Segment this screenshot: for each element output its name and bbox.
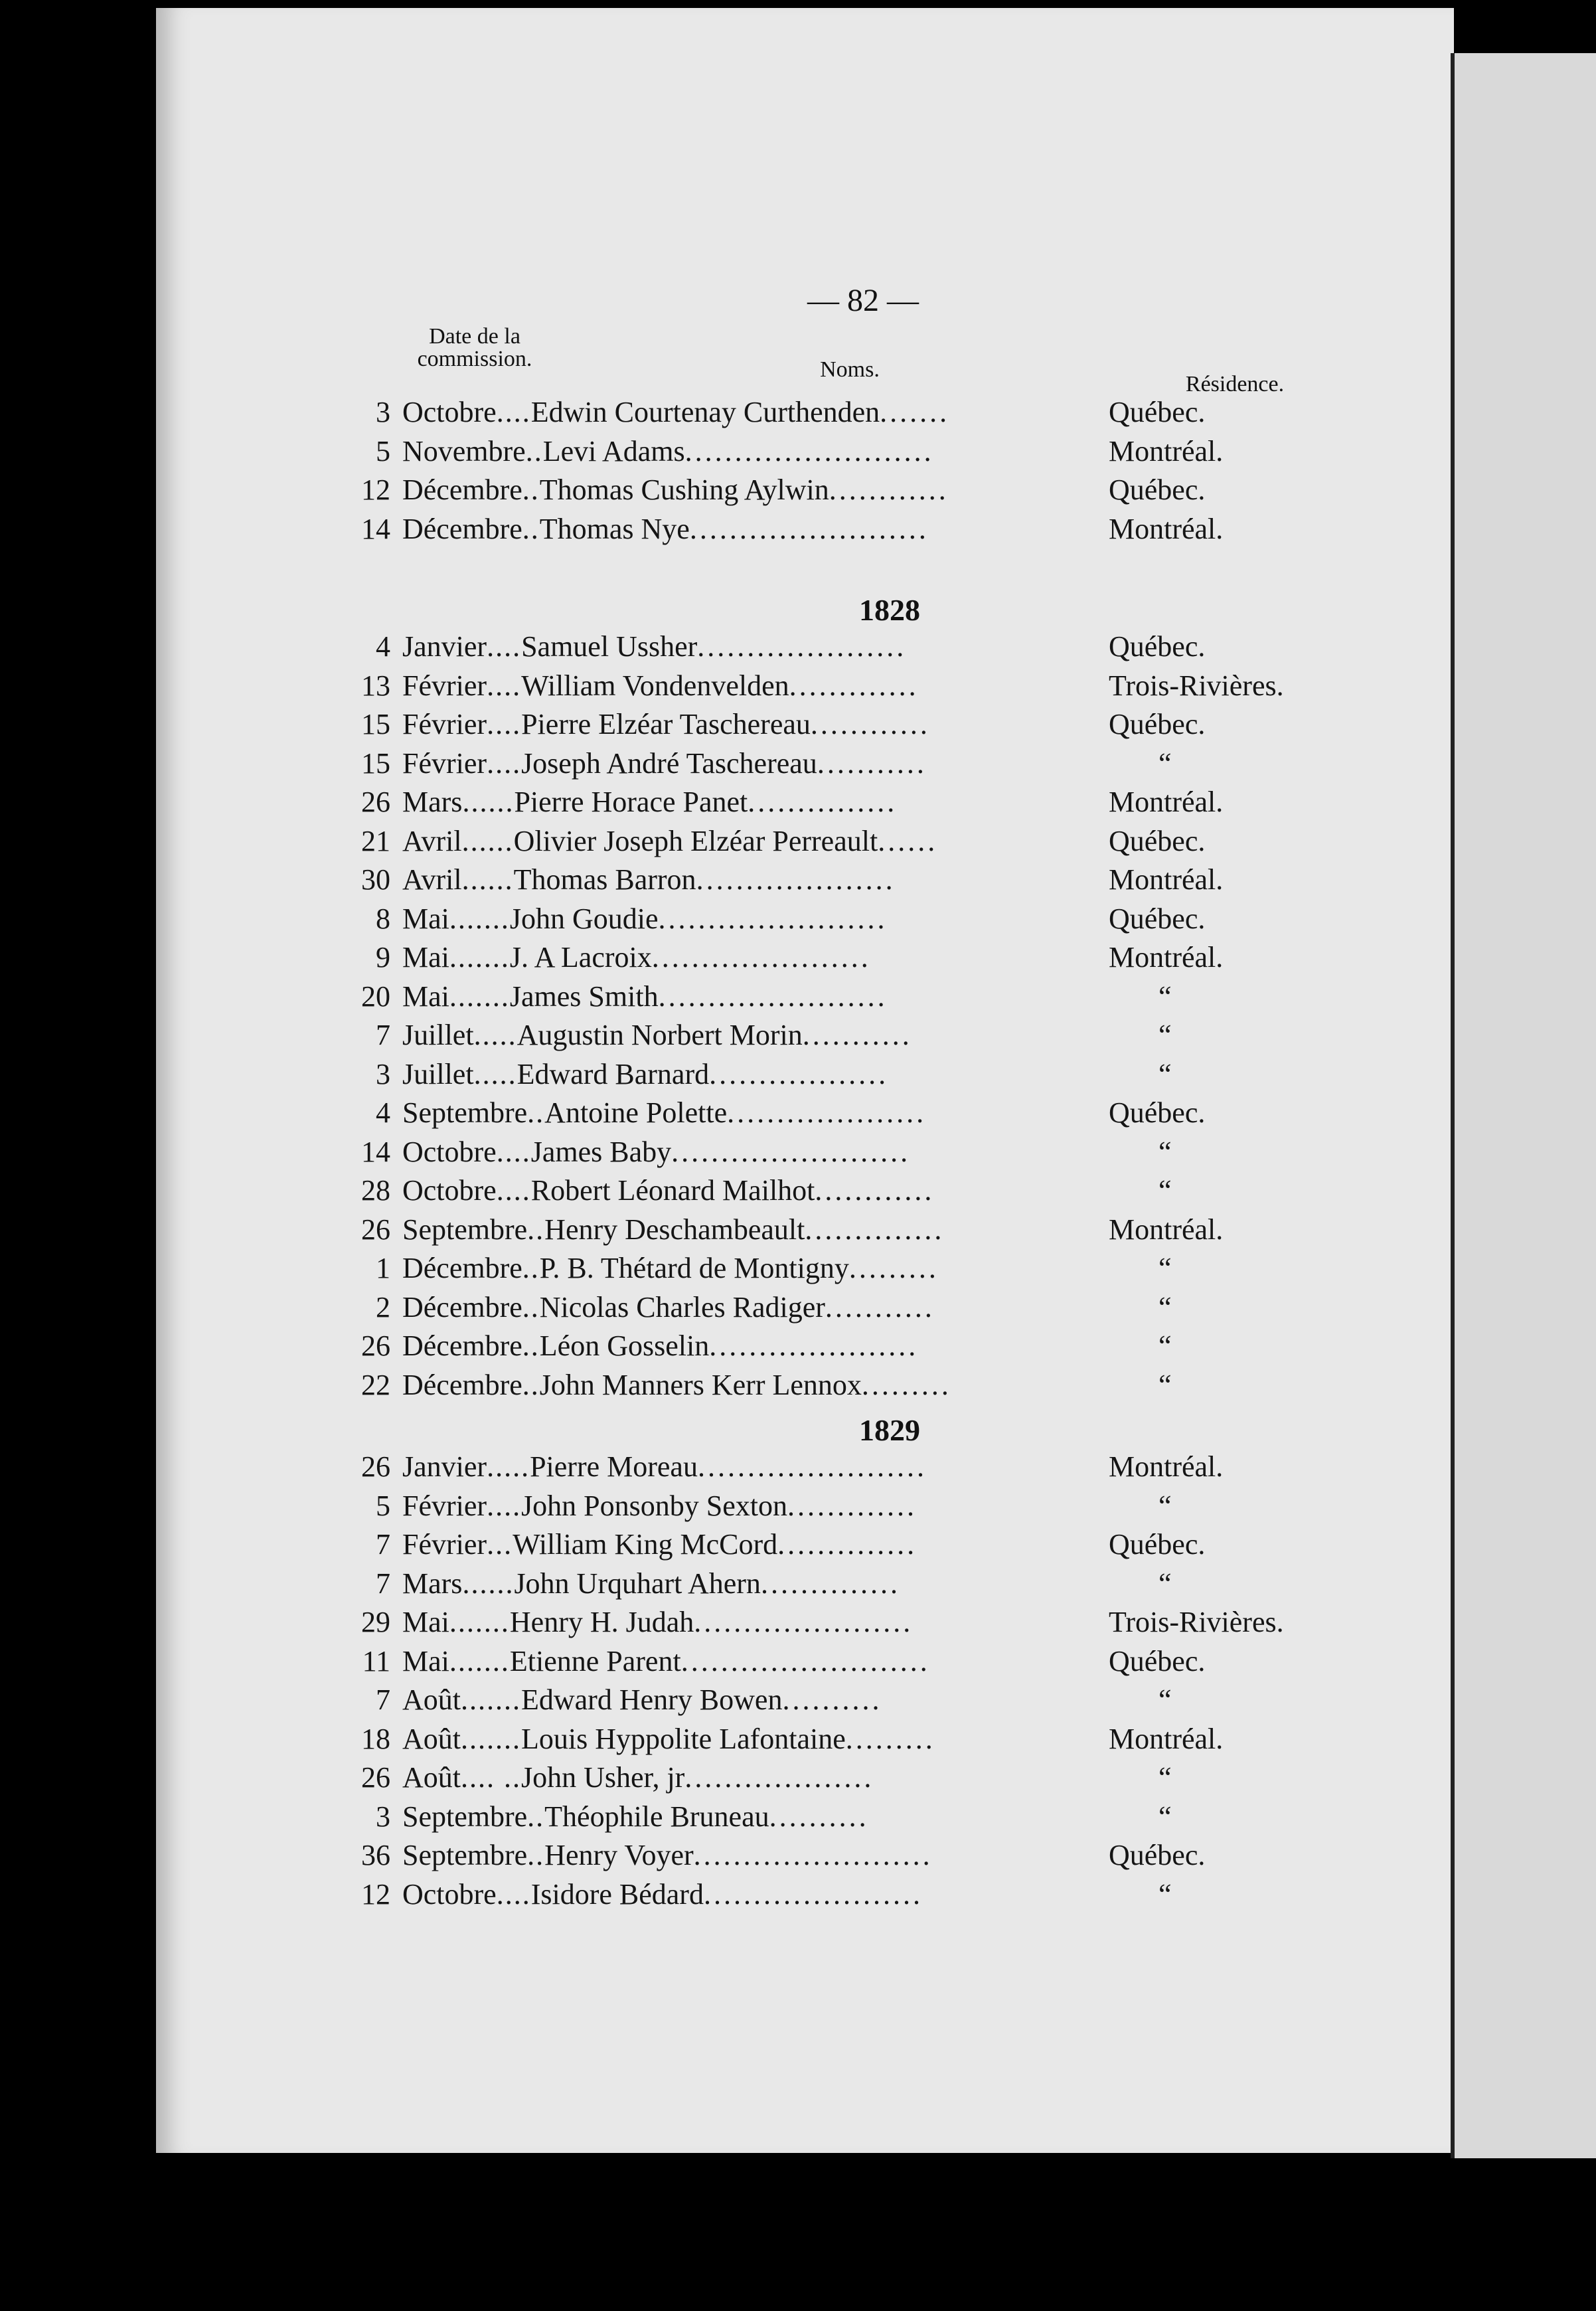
leader-dots: ........................ [689,512,929,545]
residence: “ [1158,980,1172,1013]
commission-row [332,863,1328,902]
commissioner-name: Thomas Nye [539,512,690,545]
commissioner-name: Isidore Bédard [530,1877,704,1911]
commission-day: 7 [376,1567,390,1600]
leader-dots: .. [522,1368,540,1401]
commissioner-name: William King McCord [513,1528,778,1561]
commission-day: 9 [376,941,390,974]
commission-row [332,940,1328,980]
commissioner-name: Samuel Ussher [521,630,698,663]
residence: Québec. [1109,630,1206,663]
leader-dots: ...... [878,824,938,857]
commission-month: Septembre [402,1213,528,1246]
residence: Montréal. [1109,1450,1224,1483]
leader-dots: ..... [473,1019,517,1051]
commission-day: 8 [376,902,390,935]
leader-dots: ....... [449,1644,510,1677]
leader-dots: ....................... [697,1450,927,1483]
commission-day: 28 [361,1174,390,1207]
commission-day: 20 [361,980,390,1013]
residence: Montréal. [1109,786,1224,818]
commission-row [332,473,1328,512]
commissioner-name: Henry H. Judah [509,1606,694,1638]
commission-row [332,785,1328,824]
leader-dots: ............. [789,669,919,702]
leader-dots: ......... [845,1722,935,1755]
commission-day: 2 [376,1290,390,1324]
leader-dots: ............... [748,786,898,818]
leader-dots: ............ [829,473,949,506]
commission-row [332,395,1328,434]
residence: Québec. [1109,396,1206,428]
commission-month: Mai [402,980,449,1013]
leader-dots: .... [487,669,522,702]
commission-row [332,630,1328,669]
commissioner-name: Joseph André Taschereau [521,746,817,780]
commission-month: Mai [402,941,449,974]
leader-dots: .. [522,1290,540,1324]
commissioner-name: Pierre Elzéar Taschereau [521,708,811,740]
leader-dots: .............. [760,1567,900,1600]
commission-month: Août [402,1722,461,1755]
leader-dots: ............ [810,708,930,740]
leader-dots: .. [527,1213,545,1246]
commissioner-name: Edward Barnard [517,1057,710,1090]
residence: “ [1158,746,1172,780]
residence: “ [1158,1174,1172,1207]
commission-month: Mai [402,1644,449,1677]
commission-day: 15 [361,708,390,740]
commission-row [332,746,1328,786]
residence: Montréal. [1109,941,1224,974]
commission-month: Octobre [402,1877,497,1911]
commission-day: 15 [361,746,390,780]
commission-day: 36 [361,1839,390,1871]
commission-month: Octobre [402,1174,497,1207]
commissioner-name: James Smith [509,980,659,1013]
residence: “ [1158,1567,1172,1600]
commission-month: Août [402,1761,461,1794]
commission-row [332,824,1328,863]
next-page-edge [1451,53,1596,2158]
commission-month: Avril [402,824,462,857]
commission-month: Mai [402,1606,449,1638]
commission-day: 26 [361,1213,390,1246]
leader-dots: .............. [805,1213,945,1246]
leader-dots: ....... [449,902,510,935]
leader-dots: ........................ [671,1135,911,1168]
commission-day: 3 [376,1057,390,1090]
residence: “ [1158,1019,1172,1051]
commissioner-name: John Urquhart Ahern [514,1567,761,1600]
commission-month: Mai [402,902,449,935]
commission-row [332,1605,1328,1644]
residence: Trois-Rivières. [1109,669,1284,702]
commission-day: 21 [361,824,390,857]
commission-row [332,1683,1328,1722]
commission-month: Février [402,669,487,702]
commission-month: Novembre [402,434,526,468]
commission-day: 12 [361,1877,390,1911]
leader-dots: ....................... [658,980,888,1013]
year-heading: 1828 [859,593,920,627]
commission-day: 18 [361,1722,390,1755]
commission-row [332,1368,1328,1407]
leader-dots: .................. [709,1057,889,1090]
commission-day: 22 [361,1368,390,1401]
commission-row [332,1838,1328,1877]
leader-dots: .... [496,1135,531,1168]
commission-month: Décembre [402,473,522,506]
header-names-column: Noms. [820,357,880,382]
commission-row [332,1213,1328,1252]
commission-row [332,1018,1328,1057]
leader-dots: .. [522,1329,540,1362]
commission-month: Février [402,1489,487,1522]
leader-dots: ....................... [658,902,888,935]
commissioner-name: Henry Deschambeault [544,1213,805,1246]
commission-month: Janvier [402,1450,487,1483]
commission-month: Septembre [402,1839,528,1871]
commission-month: Décembre [402,1252,522,1284]
leader-dots: ....... [449,980,510,1013]
residence: “ [1158,1877,1172,1911]
commission-day: 5 [376,434,390,468]
commissioner-name: Thomas Barron [513,863,696,896]
commission-day: 12 [361,473,390,506]
leader-dots: .. [522,512,540,545]
commission-row [332,434,1328,473]
commission-month: Février [402,746,487,780]
commission-row [332,1450,1328,1489]
leader-dots: ...... [462,786,515,818]
residence: Québec. [1109,708,1206,740]
leader-dots: .... .. [461,1761,521,1794]
commission-day: 29 [361,1606,390,1638]
leader-dots: ..................... [709,1329,919,1362]
commission-row [332,1290,1328,1329]
leader-dots: ......... [848,1252,939,1284]
residence: “ [1158,1252,1172,1284]
leader-dots: ....... [461,1683,521,1716]
commission-day: 4 [376,630,390,663]
commission-day: 30 [361,863,390,896]
commissioner-name: Théophile Bruneau [544,1800,769,1833]
residence: Québec. [1109,1644,1206,1677]
leader-dots: .. [522,473,540,506]
commission-month: Juillet [402,1057,474,1090]
commission-month: Octobre [402,1135,497,1168]
leader-dots: .................... [727,1096,927,1129]
commission-row [332,1877,1328,1917]
commission-day: 26 [361,786,390,818]
commissioner-name: Pierre Horace Panet [514,786,748,818]
residence: Québec. [1109,902,1206,935]
header-residence-column: Résidence. [1185,372,1285,396]
commission-month: Août [402,1683,461,1716]
residence: “ [1158,1761,1172,1794]
leader-dots: ...... [462,1567,515,1600]
leader-dots: .. [525,434,543,468]
commissioner-name: Edward Henry Bowen [521,1683,783,1716]
leader-dots: ....... [449,941,510,974]
commission-row [332,512,1328,551]
leader-dots: .. [527,1800,545,1833]
commission-row [332,1567,1328,1606]
commissioner-name: William Vondenvelden [521,669,789,702]
residence: Québec. [1109,1839,1206,1871]
leader-dots: ............. [787,1489,918,1522]
leader-dots: ........... [825,1290,935,1324]
page-number: — 82 — [807,283,919,318]
residence: “ [1158,1135,1172,1168]
commission-row [332,1096,1328,1135]
commission-day: 7 [376,1528,390,1561]
commission-month: Décembre [402,512,522,545]
commission-day: 26 [361,1450,390,1483]
leader-dots: ................... [684,1761,874,1794]
commission-row [332,707,1328,746]
commission-month: Avril [402,863,462,896]
commission-month: Janvier [402,630,487,663]
commission-row [332,1527,1328,1567]
commission-day: 3 [376,1800,390,1833]
leader-dots: ......................... [680,1644,930,1677]
commissioner-name: James Baby [530,1135,672,1168]
commissioner-name: John Usher, jr [521,1761,685,1794]
leader-dots: ..................... [697,630,907,663]
leader-dots: .................... [696,863,896,896]
commissioner-name: Thomas Cushing Aylwin [539,473,829,506]
residence: “ [1158,1290,1172,1324]
commission-row [332,902,1328,941]
commission-day: 14 [361,512,390,545]
residence: Montréal. [1109,1213,1224,1246]
commissioner-name: John Ponsonby Sexton [521,1489,788,1522]
commission-row [332,1800,1328,1839]
residence: Montréal. [1109,863,1224,896]
header-date-line2: commission. [417,347,532,371]
commissioner-name: John Manners Kerr Lennox [539,1368,862,1401]
leader-dots: ....... [880,396,950,428]
residence: Montréal. [1109,1722,1224,1755]
residence: “ [1158,1683,1172,1716]
commission-day: 5 [376,1489,390,1522]
leader-dots: ........................ [693,1839,933,1871]
commission-row [332,1644,1328,1683]
leader-dots: .... [487,708,522,740]
commission-row [332,1329,1328,1368]
leader-dots: .......... [769,1800,869,1833]
leader-dots: ...................... [703,1877,923,1911]
commission-row [332,1135,1328,1174]
leader-dots: .... [487,1489,522,1522]
leader-dots: .... [496,396,531,428]
commission-month: Février [402,708,487,740]
commission-month: Décembre [402,1290,522,1324]
leader-dots: ...................... [651,941,871,974]
commissioner-name: Nicolas Charles Radiger [539,1290,825,1324]
commission-row [332,1173,1328,1213]
leader-dots: ....... [461,1722,521,1755]
commission-month: Septembre [402,1096,528,1129]
leader-dots: ........... [817,746,927,780]
leader-dots: .. [522,1252,540,1284]
leader-dots: ... [487,1528,513,1561]
leader-dots: ..... [487,1450,530,1483]
residence: “ [1158,1800,1172,1833]
leader-dots: ............ [815,1174,935,1207]
residence: Montréal. [1109,434,1224,468]
leader-dots: ......................... [684,434,934,468]
leader-dots: .......... [782,1683,882,1716]
commission-month: Juillet [402,1019,474,1051]
leader-dots: ......... [861,1368,951,1401]
commissioner-name: Antoine Polette [544,1096,728,1129]
commission-day: 1 [376,1252,390,1284]
commissioner-name: John Goudie [509,902,659,935]
commissioner-name: Henry Voyer [544,1839,694,1871]
residence: Trois-Rivières. [1109,1606,1284,1638]
commission-month: Septembre [402,1800,528,1833]
residence: Québec. [1109,473,1206,506]
leader-dots: ...................... [694,1606,914,1638]
residence: Québec. [1109,1096,1206,1129]
commission-day: 3 [376,396,390,428]
leader-dots: .... [487,630,522,663]
year-section [332,395,1328,551]
commissioner-name: Pierre Moreau [530,1450,698,1483]
residence: Québec. [1109,1528,1206,1561]
commission-day: 7 [376,1019,390,1051]
commission-day: 26 [361,1761,390,1794]
commissioner-name: P. B. Thétard de Montigny [539,1252,849,1284]
commissioner-name: Augustin Norbert Morin [517,1019,803,1051]
leader-dots: ....... [449,1606,510,1638]
year-section [332,1411,1328,1916]
commissioner-name: Léon Gosselin [539,1329,710,1362]
commission-day: 26 [361,1329,390,1362]
leader-dots: .... [487,746,522,780]
commissioner-name: Edwin Courtenay Curthenden [530,396,880,428]
leader-dots: ........... [802,1019,912,1051]
residence: Québec. [1109,824,1206,857]
commissioner-name: Louis Hyppolite Lafontaine [521,1722,846,1755]
commission-month: Octobre [402,396,497,428]
commission-row [332,669,1328,708]
commissioner-name: J. A Lacroix [509,941,652,974]
commissioner-name: Olivier Joseph Elzéar Perreault [513,824,878,857]
commission-row [332,1489,1328,1528]
commission-month: Mars [402,1567,463,1600]
residence: Montréal. [1109,512,1224,545]
leader-dots: .... [496,1877,531,1911]
commission-row [332,1722,1328,1761]
commission-row [332,1251,1328,1290]
year-heading: 1829 [859,1413,920,1447]
commission-day: 13 [361,669,390,702]
commission-month: Décembre [402,1329,522,1362]
commission-day: 14 [361,1135,390,1168]
commissioner-name: Robert Léonard Mailhot [530,1174,815,1207]
leader-dots: .... [496,1174,531,1207]
commission-row [332,980,1328,1019]
commission-month: Mars [402,786,463,818]
header-date-column [392,325,558,371]
residence: “ [1158,1368,1172,1401]
leader-dots: ...... [461,824,514,857]
leader-dots: .............. [777,1528,918,1561]
commissioner-name: Levi Adams [542,434,685,468]
commission-day: 4 [376,1096,390,1129]
commissioner-name: Etienne Parent [509,1644,681,1677]
commission-row [332,1057,1328,1096]
header-date-line1: Date de la [429,324,520,349]
commission-day: 11 [362,1644,390,1677]
residence: “ [1158,1489,1172,1522]
year-section [332,591,1328,1407]
commission-month: Février [402,1528,487,1561]
residence: “ [1158,1329,1172,1362]
commission-row [332,1760,1328,1800]
leader-dots: .. [527,1839,545,1871]
commission-day: 7 [376,1683,390,1716]
commission-month: Décembre [402,1368,522,1401]
residence: “ [1158,1057,1172,1090]
leader-dots: ..... [473,1057,517,1090]
leader-dots: ...... [461,863,514,896]
leader-dots: .. [527,1096,545,1129]
